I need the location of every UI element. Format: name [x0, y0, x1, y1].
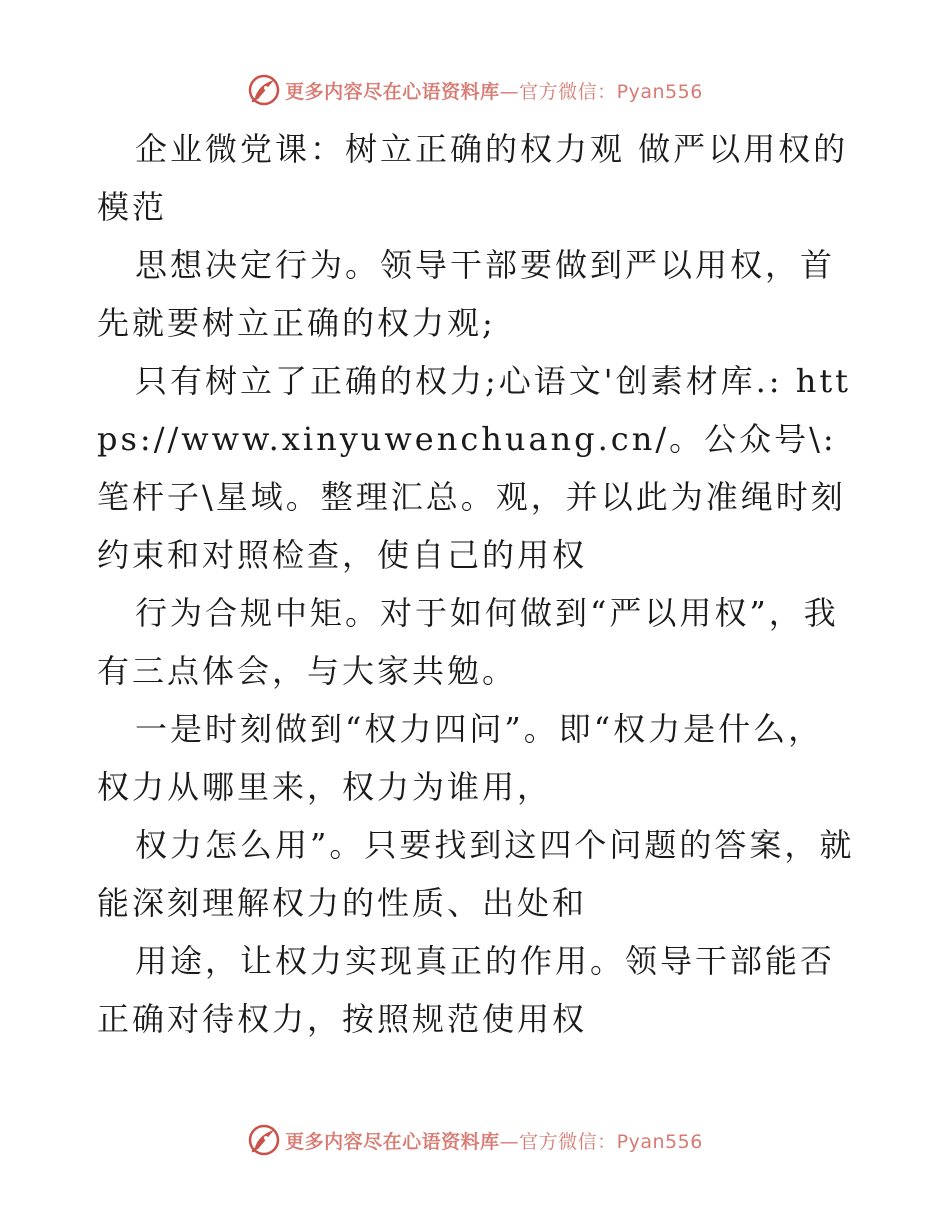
header-banner-text — [285, 77, 703, 104]
document-body — [97, 120, 857, 1048]
header-suffix: 官方微信：Pyan556 — [519, 80, 703, 103]
header-separator: — — [499, 80, 520, 103]
page-footer — [0, 1120, 950, 1160]
footer-suffix: 官方微信：Pyan556 — [519, 1130, 703, 1153]
footer-banner-text — [285, 1127, 703, 1154]
paragraph: 权力怎么用”。只要找到这四个问题的答案，就能深刻理解权力的性质、出处和 — [97, 826, 855, 922]
footer-banner — [247, 1123, 703, 1157]
paragraph: 行为合规中矩。对于如何做到“严以用权”，我有三点体会，与大家共勉。 — [97, 594, 839, 690]
paragraph: 一是时刻做到“权力四问”。即“权力是什么，权力从哪里来，权力为谁用， — [97, 710, 824, 806]
paragraph-title: 企业微党课：树立正确的权力观 做严以用权的模范 — [97, 130, 849, 226]
paragraph: 用途，让权力实现真正的作用。领导干部能否正确对待权力，按照规范使用权 — [97, 942, 836, 1038]
footer-brand: 更多内容尽在心语资料库 — [285, 1130, 500, 1153]
paragraph: 思想决定行为。领导干部要做到严以用权，首先就要树立正确的权力观; — [97, 246, 836, 342]
red-pen-seal-icon — [247, 73, 281, 107]
header-banner — [247, 73, 703, 107]
footer-separator: — — [499, 1130, 520, 1153]
page-header — [0, 70, 950, 110]
red-pen-seal-icon — [247, 1123, 281, 1157]
paragraph: 只有树立了正确的权力;心语文'创素材库.: https://www.xinyuwenchuang.cn/。公众号\: 笔杆子\星域。整理汇总。观，并以此为准绳时刻约束和对照检查，使自己的用权 — [97, 362, 852, 574]
header-brand: 更多内容尽在心语资料库 — [285, 80, 500, 103]
